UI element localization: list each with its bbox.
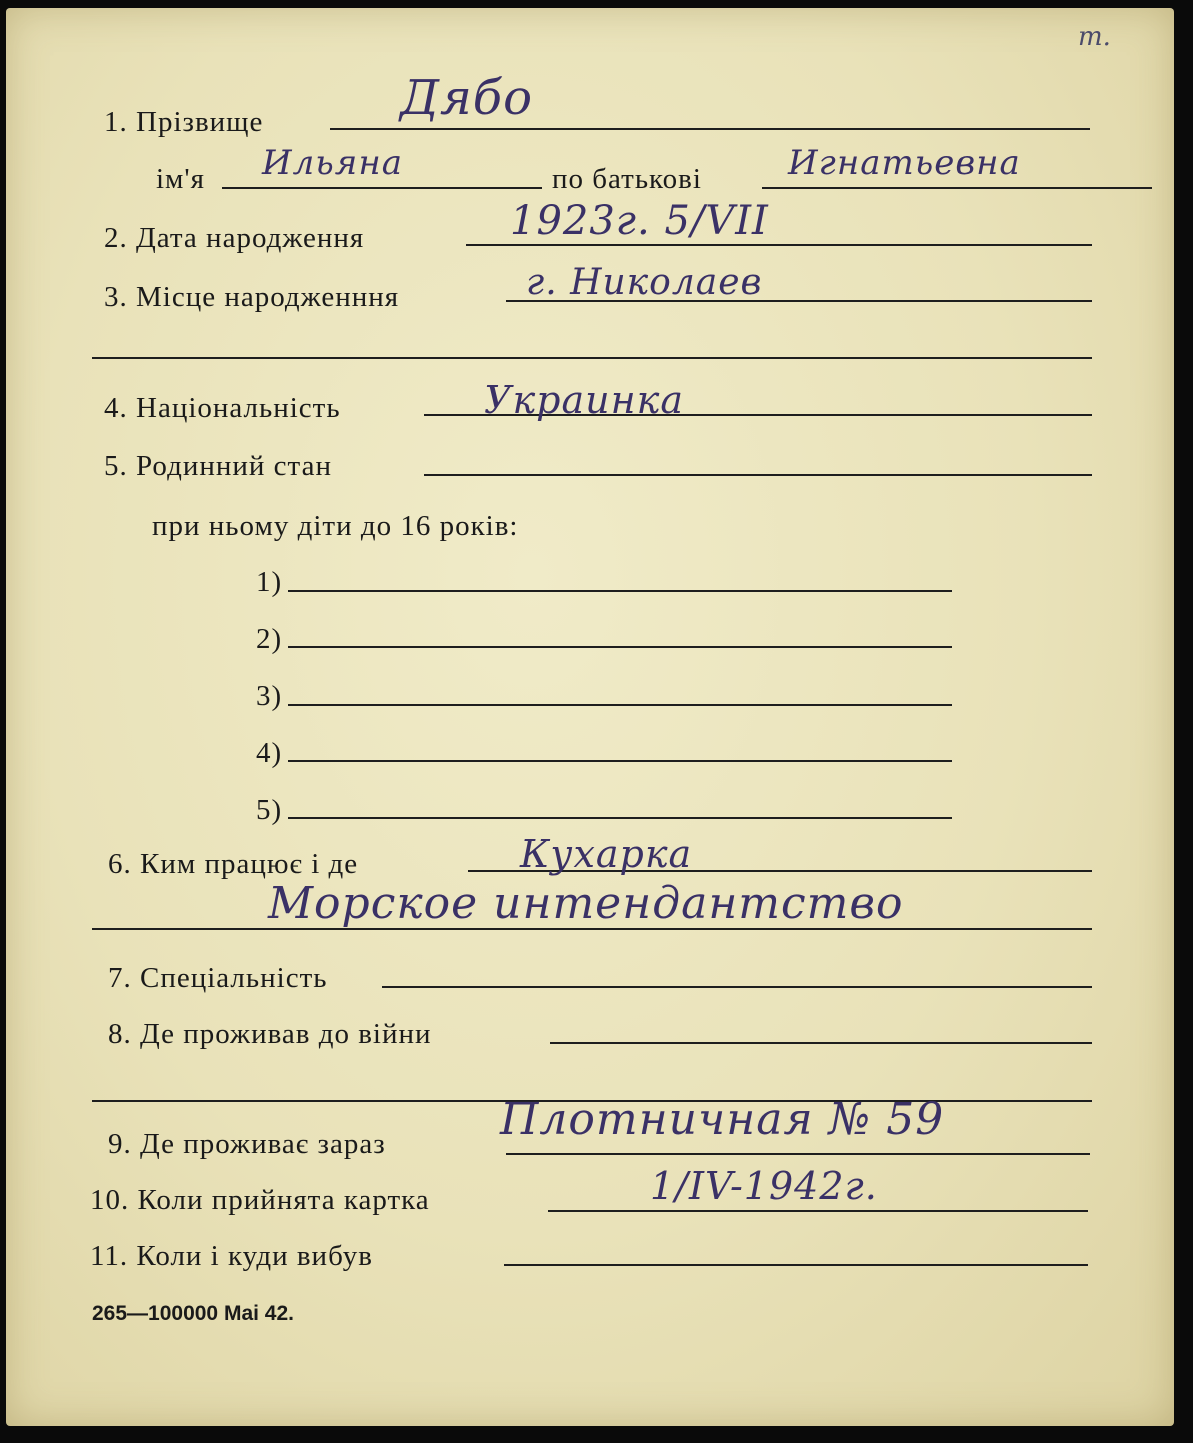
prewar-residence-line bbox=[550, 1042, 1092, 1044]
card-accepted-value: 1/IV-1942г. bbox=[650, 1164, 878, 1208]
marital-status-label: 5. Родинний стан bbox=[104, 450, 332, 482]
surname-value: Дябо bbox=[400, 70, 533, 126]
first-name-line bbox=[222, 187, 542, 189]
birth-place-label: 3. Місце народженння bbox=[104, 281, 400, 313]
surname-line bbox=[330, 128, 1090, 130]
children-label: при ньому діти до 16 років: bbox=[152, 510, 519, 542]
first-name-label: ім'я bbox=[156, 163, 205, 195]
patronymic-label: по батькові bbox=[552, 163, 702, 195]
card-accepted-label: 10. Коли прийнята картка bbox=[90, 1184, 430, 1216]
birth-date-label: 2. Дата народження bbox=[104, 222, 365, 254]
child-5-label: 5) bbox=[256, 794, 283, 826]
birth-place-line-2 bbox=[92, 357, 1092, 359]
nationality-label: 4. Національність bbox=[104, 392, 341, 424]
speciality-line bbox=[382, 986, 1092, 988]
occupation-value-2: Морское интендантство bbox=[268, 878, 904, 929]
prewar-residence-label: 8. Де проживав до війни bbox=[108, 1018, 432, 1050]
child-2-label: 2) bbox=[256, 623, 283, 655]
birth-date-line bbox=[466, 244, 1092, 246]
current-residence-line bbox=[506, 1153, 1090, 1155]
child-3-line bbox=[288, 704, 952, 706]
child-1-line bbox=[288, 590, 952, 592]
patronymic-line bbox=[762, 187, 1152, 189]
departure-line bbox=[504, 1264, 1088, 1266]
speciality-label: 7. Спеціальність bbox=[108, 962, 328, 994]
occupation-value: Кухарка bbox=[520, 832, 693, 876]
patronymic-value: Игнатьевна bbox=[788, 143, 1021, 183]
corner-mark: т. bbox=[1078, 22, 1111, 52]
departure-label: 11. Коли і куди вибув bbox=[90, 1240, 373, 1272]
marital-status-line bbox=[424, 474, 1092, 476]
occupation-label: 6. Ким працює і де bbox=[108, 848, 359, 880]
current-residence-value: Плотничная № 59 bbox=[500, 1094, 945, 1145]
child-3-label: 3) bbox=[256, 680, 283, 712]
birth-place-value: г. Николаев bbox=[526, 262, 763, 303]
first-name-value: Ильяна bbox=[262, 143, 403, 183]
current-residence-label: 9. Де проживає зараз bbox=[108, 1128, 386, 1160]
child-1-label: 1) bbox=[256, 566, 283, 598]
card-accepted-line bbox=[548, 1210, 1088, 1212]
birth-date-value: 1923г. 5/VII bbox=[510, 198, 769, 244]
print-code: 265—100000 Mai 42. bbox=[92, 1302, 294, 1325]
child-5-line bbox=[288, 817, 952, 819]
surname-label: 1. Прізвище bbox=[104, 106, 264, 138]
child-4-label: 4) bbox=[256, 737, 283, 769]
child-4-line bbox=[288, 760, 952, 762]
child-2-line bbox=[288, 646, 952, 648]
nationality-value: Украинка bbox=[484, 378, 684, 422]
